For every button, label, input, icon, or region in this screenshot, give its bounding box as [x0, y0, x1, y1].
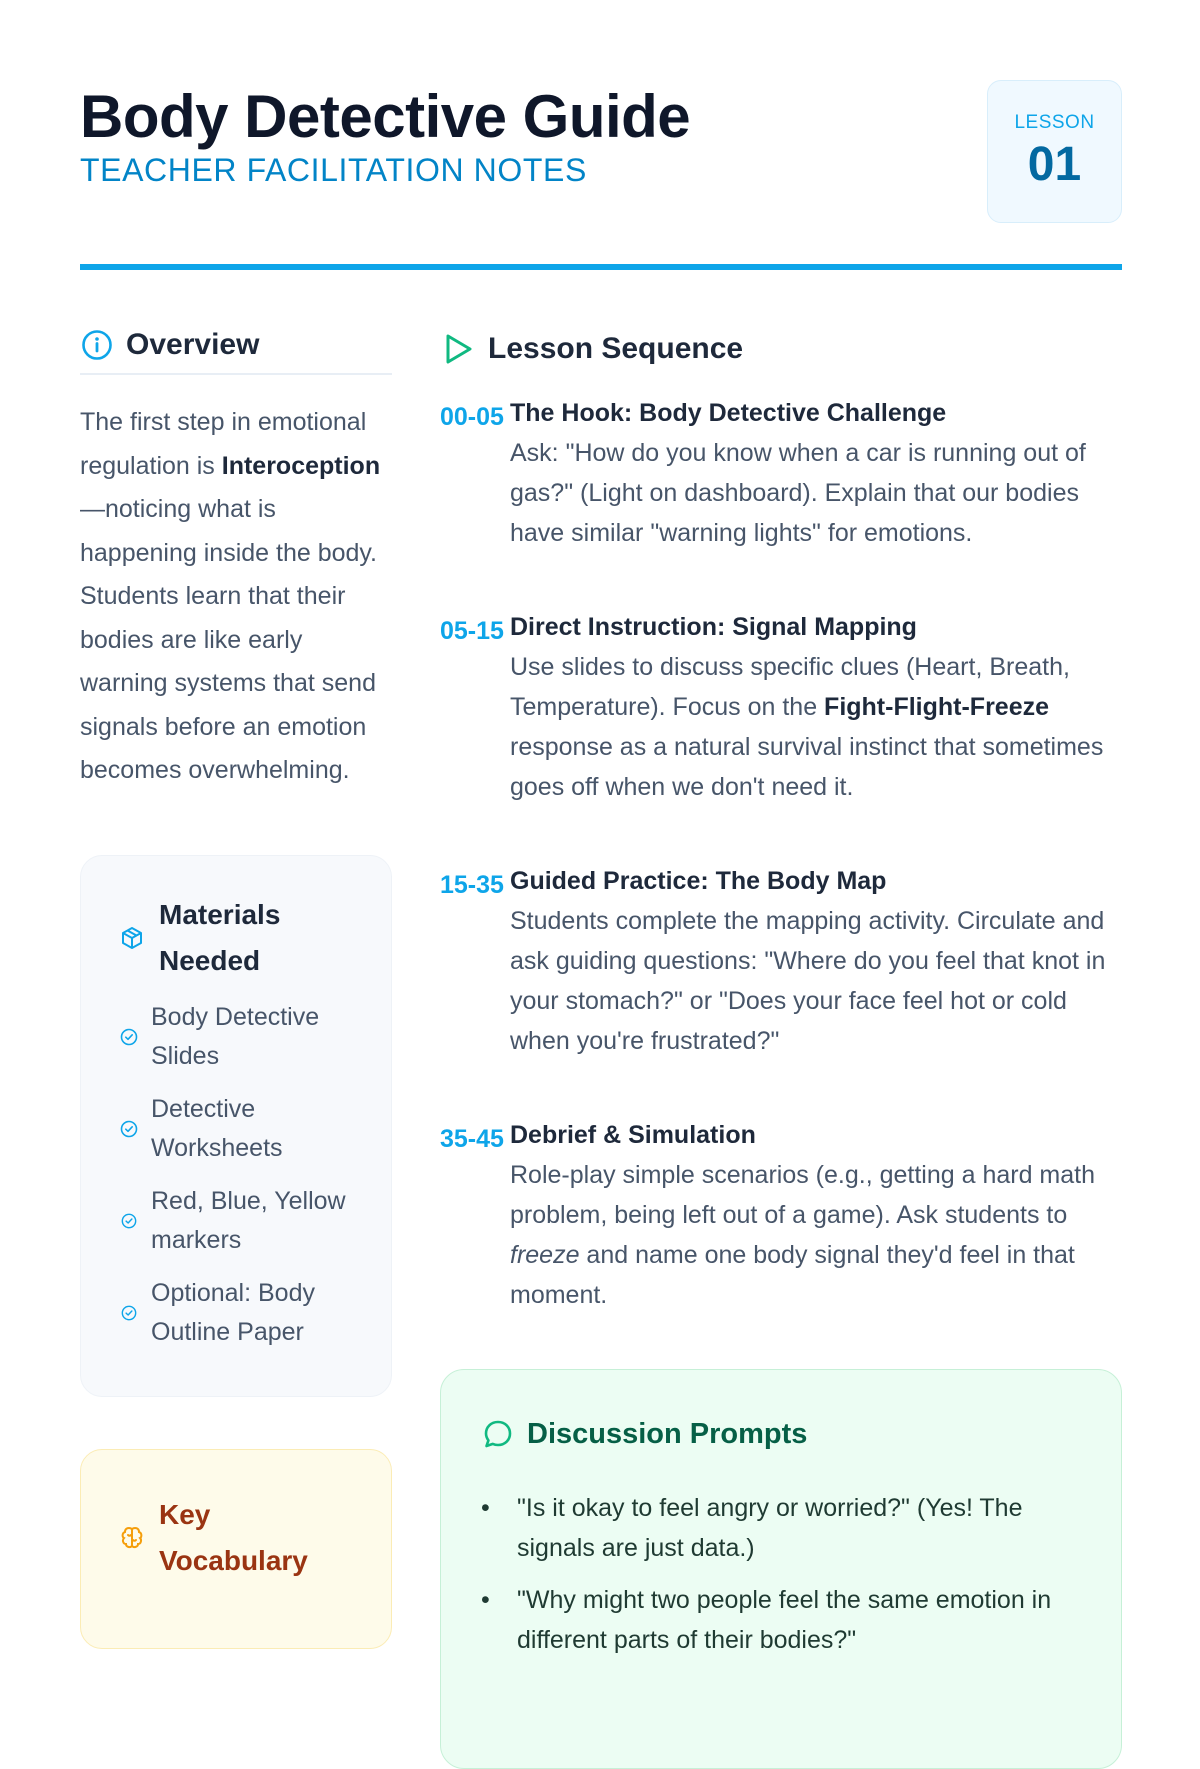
- prompts-list: [481, 1488, 1081, 1660]
- sequence-heading: Lesson Sequence: [488, 332, 744, 365]
- list-item: Red, Blue, Yellow markers: [119, 1182, 361, 1260]
- sequence-header: [440, 325, 1122, 373]
- check-circle-icon: [119, 1120, 139, 1138]
- header-divider: [80, 264, 1122, 270]
- step-time: 15-35: [440, 871, 504, 899]
- sequence-steps: [440, 393, 1122, 1315]
- list-item: Body Detective Slides: [119, 998, 361, 1076]
- play-icon: [440, 332, 474, 366]
- step-text: Role-play simple scenarios (e.g., getting a hard math problem, being left out of a game). Ask students to freeze and name one body signal they'd feel in that moment.: [510, 1161, 1096, 1309]
- page-subtitle: TEACHER FACILITATION NOTES: [80, 152, 587, 188]
- overview-heading: Overview: [126, 328, 260, 361]
- page-title: Body Detective Guide: [80, 83, 691, 150]
- check-circle-icon: [119, 1305, 139, 1321]
- freeze-term: freeze: [510, 1241, 580, 1269]
- list-item: Detective Worksheets: [119, 1090, 361, 1168]
- step-text: Ask: "How do you know when a car is running out of gas?" (Light on dashboard). Explain that our bodies have similar "warning lights" for emotions.: [510, 439, 1086, 547]
- step-time: 00-05: [440, 403, 504, 431]
- materials-heading: Materials Needed: [159, 898, 281, 976]
- vocabulary-card: [80, 1449, 392, 1649]
- interoception-term: Interoception: [221, 451, 381, 480]
- step-time: 05-15: [440, 617, 504, 645]
- materials-card: [80, 855, 392, 1397]
- prompts-header: [481, 1412, 1081, 1456]
- step-title: Guided Practice: The Body Map: [510, 867, 887, 895]
- step-text: Use slides to discuss specific clues (Heart, Breath, Temperature). Focus on the Fight-Flight-Freeze response as a natural survival instinct that sometimes goes off when we don't need it.: [510, 653, 1104, 801]
- check-circle-icon: [119, 1028, 139, 1046]
- cube-icon: [119, 926, 145, 950]
- step-title: Direct Instruction: Signal Mapping: [510, 613, 917, 641]
- vocabulary-heading: Key Vocabulary: [159, 1498, 308, 1576]
- step-title: The Hook: Body Detective Challenge: [510, 399, 947, 427]
- sequence-step: [440, 1115, 1122, 1315]
- discussion-prompts-card: [440, 1369, 1122, 1769]
- step-title: Debrief & Simulation: [510, 1121, 756, 1149]
- overview-header: [80, 325, 392, 375]
- lesson-number: 01: [1027, 138, 1082, 191]
- step-time: 35-45: [440, 1125, 504, 1153]
- right-column: [440, 325, 1122, 1769]
- prompts-heading: Discussion Prompts: [527, 1417, 808, 1450]
- info-icon: [80, 328, 114, 362]
- lesson-badge: [987, 80, 1122, 223]
- page-header: [80, 78, 1122, 228]
- fight-flight-freeze-term: Fight-Flight-Freeze: [824, 693, 1050, 721]
- materials-list: [119, 998, 361, 1352]
- sequence-step: [440, 607, 1122, 807]
- check-circle-icon: [119, 1213, 139, 1229]
- step-text: Students complete the mapping activity. Circulate and ask guiding questions: "Where do you feel that knot in your stomach?" or "Does your face feel hot or cold when you're frustrated?": [510, 907, 1106, 1055]
- sequence-step: [440, 861, 1122, 1061]
- materials-header: [119, 892, 361, 984]
- sequence-step: [440, 393, 1122, 553]
- lesson-label: LESSON: [1014, 112, 1095, 133]
- left-column: [80, 325, 392, 1649]
- list-item: • "Why might two people feel the same emotion in different parts of their bodies?": [481, 1586, 1052, 1654]
- overview-text: The first step in emotional regulation is Interoception—noticing what is happening inside the body. Students learn that their bodies are like early warning systems that send signals before an emotion becomes overwhelming.: [80, 408, 381, 784]
- brain-icon: [119, 1525, 145, 1551]
- list-item: Optional: Body Outline Paper: [119, 1274, 361, 1352]
- chat-bubble-icon: [481, 1418, 515, 1450]
- list-item: • "Is it okay to feel angry or worried?" (Yes! The signals are just data.): [481, 1494, 1023, 1562]
- vocabulary-header: [119, 1492, 361, 1584]
